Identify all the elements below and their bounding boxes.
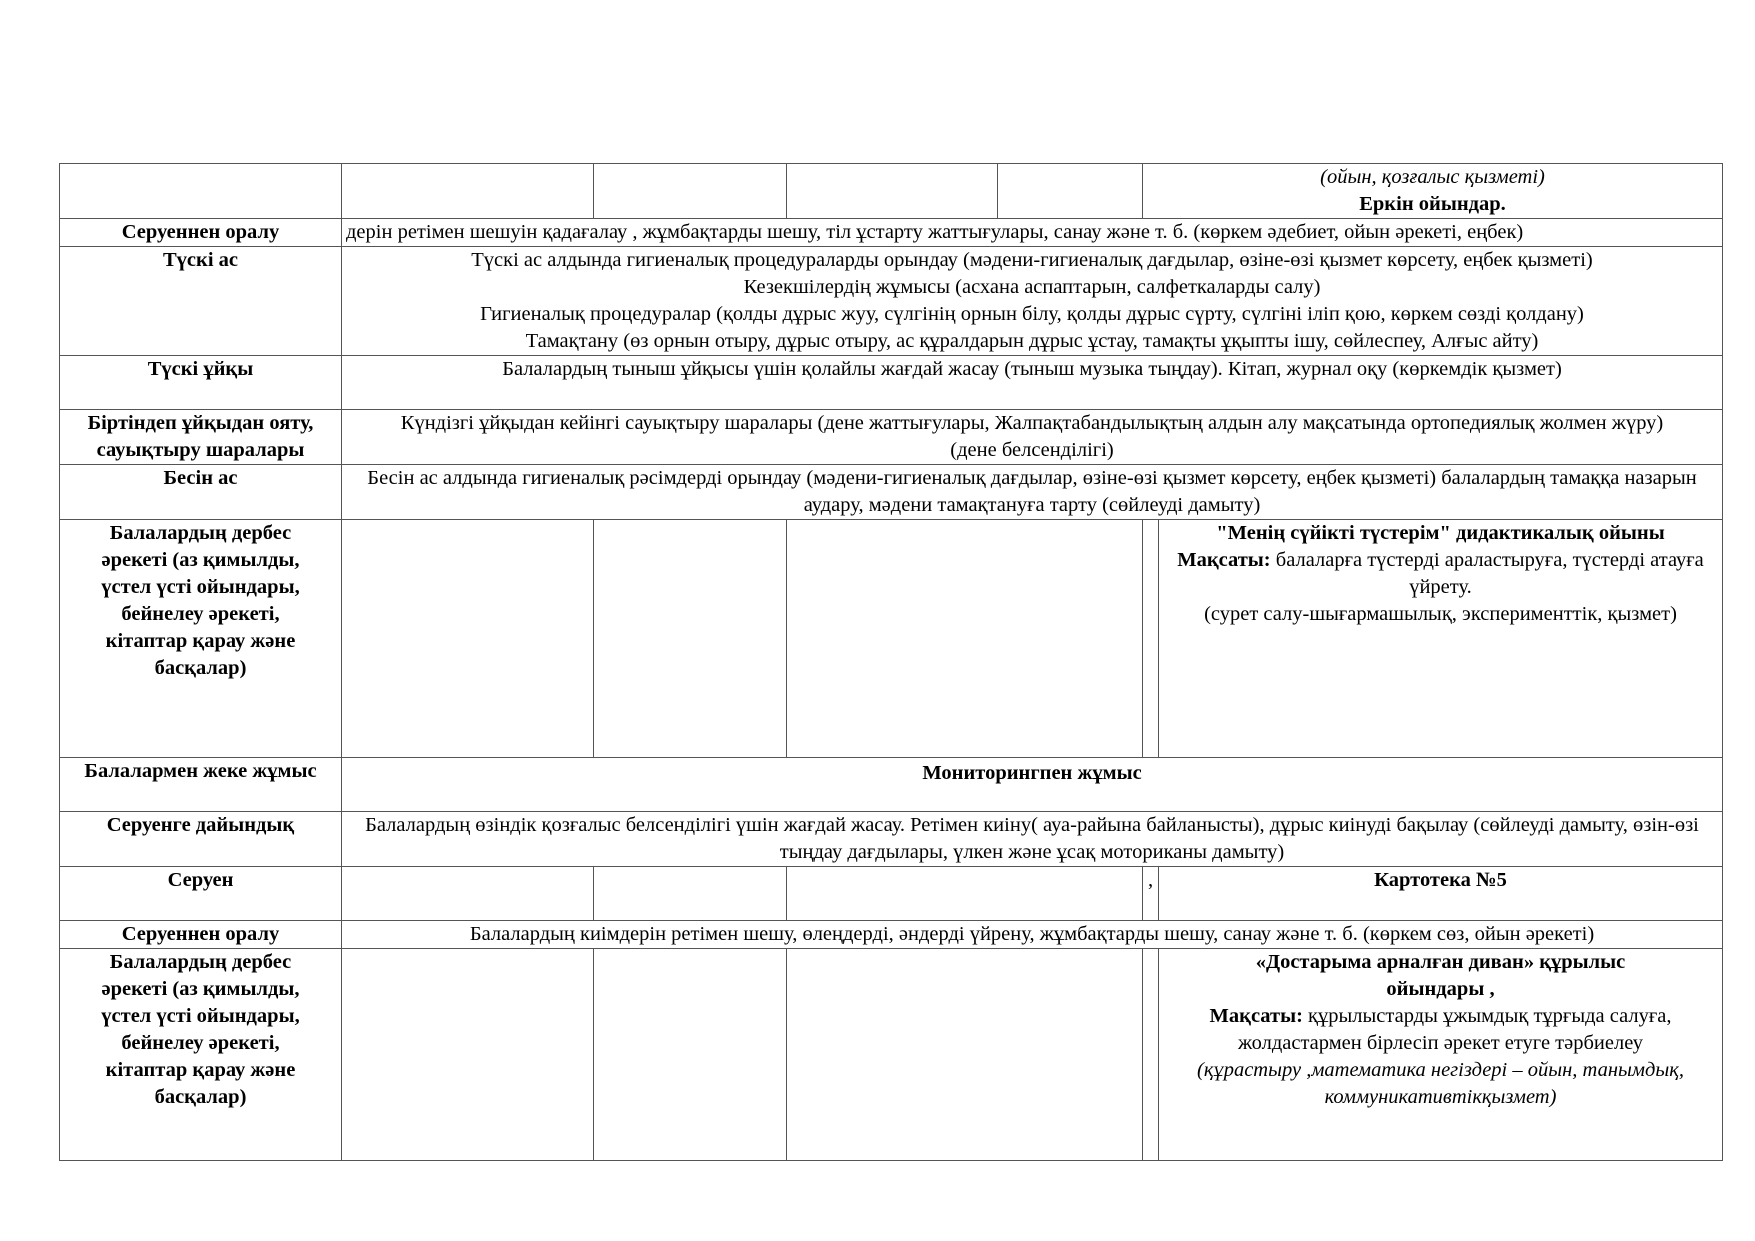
day-cell <box>1143 949 1159 1161</box>
day-cell: , <box>1143 867 1159 921</box>
lunch-line: Түскі ас алдында гигиеналық процедураларды орындау (мәдени-гигиеналық дағдылар, өзіне-өзі қызмет көрсету, еңбек қызметі) <box>471 249 1593 271</box>
day-cell <box>1143 520 1159 758</box>
game-goal <box>1167 547 1714 601</box>
row-label-independent: Балалардың дербес әрекеті (аз қимылды, үстел үсті ойындары, бейнелеу әрекеті, кітаптар қарау және басқалар) <box>60 520 342 758</box>
day-cell <box>342 867 594 921</box>
free-games-title: Еркін ойындар. <box>1359 193 1506 215</box>
day-cell <box>342 520 594 758</box>
activity-type: (ойын, қозғалыс қызметі) <box>1320 166 1545 188</box>
didactic-game-cell <box>1159 520 1723 758</box>
row-label-nap: Түскі ұйқы <box>60 356 342 410</box>
card-title: Картотека №5 <box>1159 867 1723 921</box>
day-cell <box>594 949 787 1161</box>
snack-text: Бесін ас алдында гигиеналық рәсімдерді орындау (мәдени-гигиеналық дағдылар, өзіне-өзі қызмет көрсету, еңбек қызметі) балалардың тамаққа назарын аудару, мәдени тамақтануға тарту (сөйлеуді дамыту) <box>342 465 1723 520</box>
row-label-walk: Серуен <box>60 867 342 921</box>
row-label-return-walk: Серуеннен оралу <box>60 219 342 247</box>
table-row <box>60 465 1723 520</box>
table-row <box>60 356 1723 410</box>
table-row <box>60 410 1723 465</box>
lunch-line: Кезекшілердің жұмысы (асхана аспаптарын, салфеткаларды салу) <box>743 276 1321 298</box>
row-label-return-walk: Серуеннен оралу <box>60 921 342 949</box>
nap-text: Балалардың тыныш ұйқысы үшін қолайлы жағдай жасау (тыныш музыка тыңдау). Кітап, журнал оқу (көркемдік қызмет) <box>342 356 1723 410</box>
walk-prep-text: Балалардың өзіндік қозғалыс белсенділігі үшін жағдай жасау. Ретімен киіну( ауа-райына байланысты), дұрыс киінуді бақылау (сөйлеуді дамыту, өзін-өзі тыңдау дағдылары, үлкен және ұсақ моториканы дамыту) <box>342 812 1723 867</box>
day-cell <box>342 949 594 1161</box>
wakeup-text: Күндізгі ұйқыдан кейінгі сауықтыру шаралары (дене жаттығулары, Жалпақтабандылықтың алдын алу мақсатында ортопедиялық жолмен жүру) (дене белсенділігі) <box>342 410 1723 465</box>
table-row <box>60 867 1723 921</box>
row-label-snack: Бесін ас <box>60 465 342 520</box>
return-walk-text: дерін ретімен шешуін қадағалау , жұмбақтарды шешу, тіл ұстарту жаттығулары, санау және т. б. (көркем әдебиет, ойын әрекеті, еңбек) <box>342 219 1723 247</box>
row-label-walk-prep: Серуенге дайындық <box>60 812 342 867</box>
day-cell <box>787 867 1143 921</box>
row-label-individual: Балалармен жеке жұмыс <box>60 758 342 812</box>
table-row <box>60 164 1723 219</box>
goal-text: балаларға түстерді араластыруға, түстерді атауға үйрету. <box>1270 549 1704 598</box>
row-label-independent: Балалардың дербес әрекеті (аз қимылды, үстел үсті ойындары, бейнелеу әрекеті, кітаптар қарау және басқалар) <box>60 949 342 1161</box>
day-cell <box>594 164 787 219</box>
label-cell-empty <box>60 164 342 219</box>
day-cell <box>342 164 594 219</box>
row-label-lunch: Түскі ас <box>60 247 342 356</box>
construction-game-cell <box>1159 949 1723 1161</box>
return-walk-text: Балалардың киімдерін ретімен шешу, өлеңдерді, әндерді үйрену, жұмбақтарды шешу, санау және т. б. (көркем сөз, ойын әрекеті) <box>342 921 1723 949</box>
day-cell <box>787 949 1143 1161</box>
lunch-text <box>342 247 1723 356</box>
day-cell <box>594 520 787 758</box>
day-cell <box>787 164 998 219</box>
table-row <box>60 520 1723 758</box>
monitoring-text: Мониторингпен жұмыс <box>342 758 1723 812</box>
lunch-line: Тамақтану (өз орнын отыру, дұрыс отыру, ас құралдарын дұрыс ұстау, тамақты ұқыпты ішу, сөйлеспеу, Алғыс айту) <box>525 330 1539 352</box>
lunch-line: Гигиеналық процедуралар (қолды дұрыс жуу, сүлгінің орнын білу, қолды дұрыс сүрту, сүлгіні іліп қою, көркем сөзді қолдану) <box>480 303 1584 325</box>
game-goal <box>1167 1003 1714 1057</box>
day-cell <box>998 164 1143 219</box>
game-activity: (сурет салу-шығармашылық, эксперименттік, қызмет) <box>1204 603 1677 625</box>
goal-label: Мақсаты: <box>1177 549 1271 571</box>
table-row <box>60 949 1723 1161</box>
day-cell-free-games <box>1143 164 1723 219</box>
daily-schedule-table <box>59 163 1723 1161</box>
day-cell <box>594 867 787 921</box>
table-row <box>60 921 1723 949</box>
table-row <box>60 247 1723 356</box>
goal-label: Мақсаты: <box>1209 1005 1303 1027</box>
table-row <box>60 219 1723 247</box>
game-title: «Достарыма арналған диван» құрылыс ойындары , <box>1255 951 1626 1000</box>
goal-text: құрылыстарды ұжымдық тұрғыда салуға, жолдастармен бірлесіп әрекет етуге тәрбиелеу <box>1237 1005 1672 1054</box>
table-row <box>60 758 1723 812</box>
table-row <box>60 812 1723 867</box>
game-activity: (құрастыру ,математика негіздері – ойын, танымдық, коммуникативтікқызмет) <box>1197 1059 1684 1108</box>
day-cell <box>787 520 1143 758</box>
row-label-wakeup: Біртіндеп ұйқыдан ояту, сауықтыру шаралары <box>60 410 342 465</box>
game-title: "Менің сүйікті түстерім" дидактикалық ойыны <box>1216 522 1665 544</box>
